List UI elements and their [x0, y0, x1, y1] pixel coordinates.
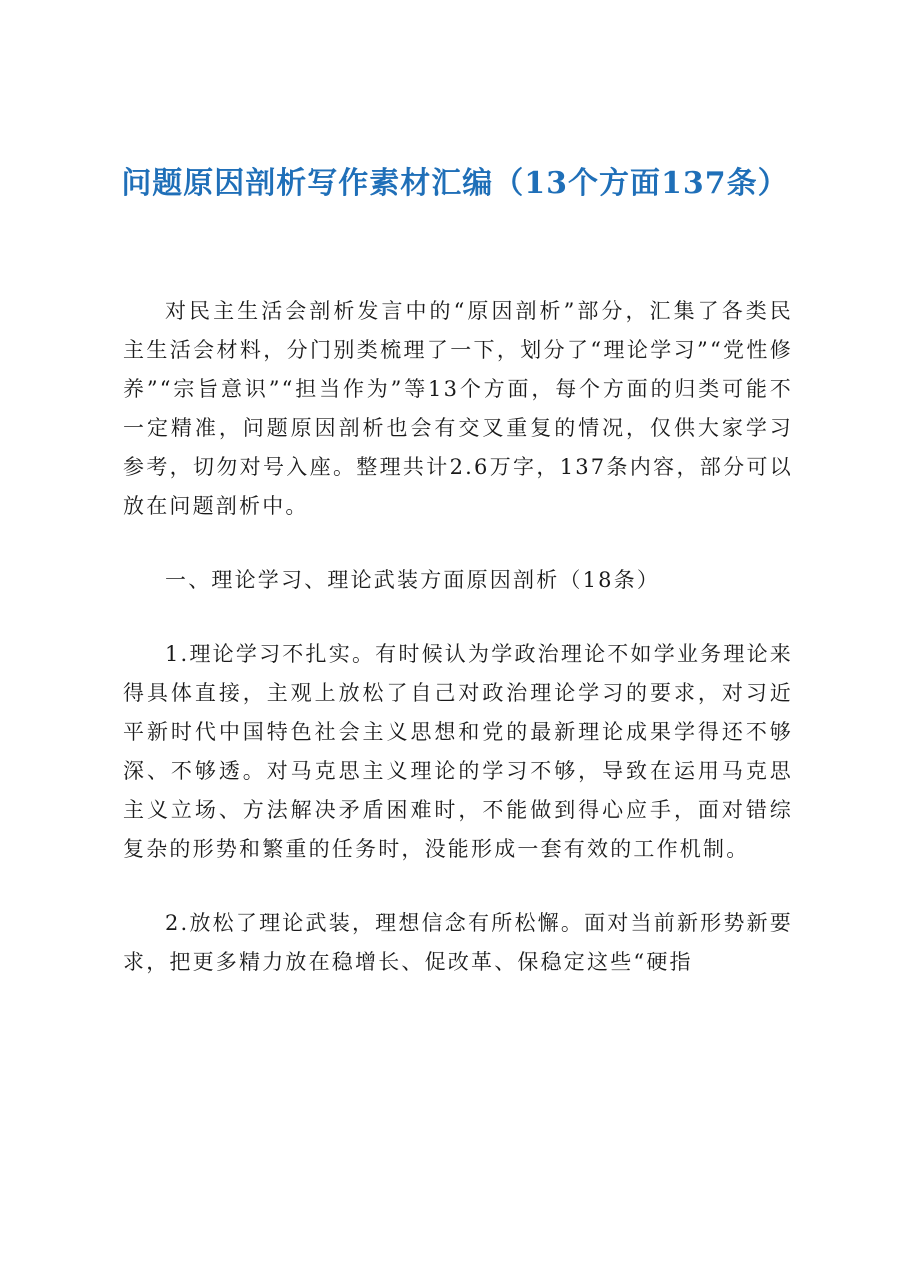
body-paragraph: 1.理论学习不扎实。有时候认为学政治理论不如学业务理论来得具体直接，主观上放松了自己对政治理论学习的要求，对习近平新时代中国特色社会主义思想和党的最新理论成果学得还不够深、不够透。对马克思主义理论的学习不够，导致在运用马克思主义立场、方法解决矛盾困难时，不能做到得心应手，面对错综复杂的形势和繁重的任务时，没能形成一套有效的工作机制。	[123, 642, 793, 861]
document-title: 问题原因剖析写作素材汇编（13个方面137条）	[121, 166, 789, 201]
document-body	[123, 292, 793, 1017]
section-heading: 一、理论学习、理论武装方面原因剖析（18条）	[165, 568, 661, 592]
intro-paragraph: 对民主生活会剖析发言中的“原因剖析”部分，汇集了各类民主生活会材料，分门别类梳理了一下，划分了“理论学习”“党性修养”“宗旨意识”“担当作为”等13个方面，每个方面的归类可能不一定精准，问题原因剖析也会有交叉重复的情况，仅供大家学习参考，切勿对号入座。整理共计2.6万字，137条内容，部分可以放在问题剖析中。	[123, 299, 793, 518]
body-paragraph: 2.放松了理论武装，理想信念有所松懈。面对当前新形势新要求，把更多精力放在稳增长、促改革、保稳定这些“硬指	[123, 911, 793, 974]
